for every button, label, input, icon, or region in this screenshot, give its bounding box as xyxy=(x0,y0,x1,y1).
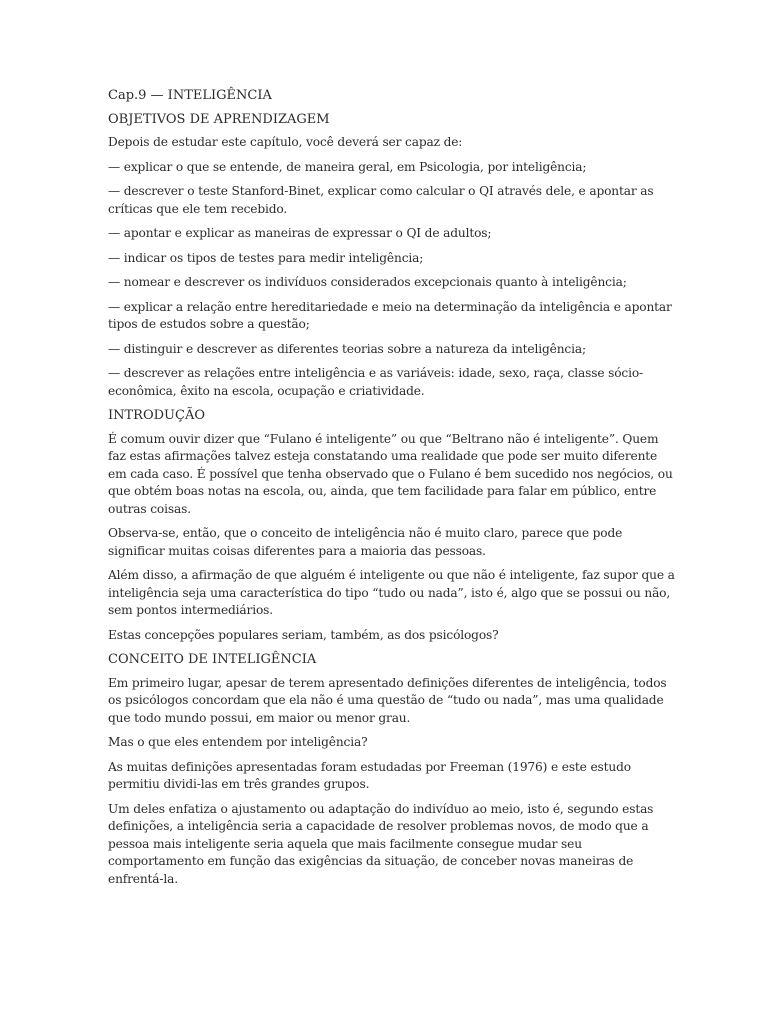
objective-item: — nomear e descrever os indivíduos considerados excepcionais quanto à inteligência; xyxy=(108,275,627,289)
concept-paragraph: Mas o que eles entendem por inteligência? xyxy=(108,735,368,749)
intro-paragraph: É comum ouvir dizer que “Fulano é inteligente” ou que “Beltrano não é inteligente”. Quem faz estas afirmações talvez esteja constatando uma realidade que pode ser muito diferente em cada caso. É possível que tenha observado que o Fulano é bem sucedido nos negócios, ou que obtém boas notas na escola, ou, ainda, que tem facilidade para falar em público, entre outras coisas. xyxy=(108,431,673,516)
intro-heading: INTRODUÇÃO xyxy=(108,408,205,423)
objective-item: — explicar o que se entende, de maneira geral, em Psicologia, por inteligência; xyxy=(108,159,587,174)
intro-paragraph: Além disso, a afirmação de que alguém é inteligente ou que não é inteligente, faz supor que a inteligência seja uma característica do tipo “tudo ou nada”, isto é, algo que se possui ou não, sem pontos intermediários. xyxy=(108,568,675,617)
objective-item: — distinguir e descrever as diferentes teorias sobre a natureza da inteligência; xyxy=(108,341,586,356)
concept-paragraph: Em primeiro lugar, apesar de terem apresentado definições diferentes de inteligência, todos os psicólogos concordam que ela não é uma questão de “tudo ou nada”, mas uma qualidade que todo mundo possui, em maior ou menor grau. xyxy=(108,675,667,725)
intro-paragraph: Estas concepções populares seriam, também, as dos psicólogos? xyxy=(108,627,499,642)
objective-item: — descrever o teste Stanford-Binet, explicar como calcular o QI através dele, e apontar as críticas que ele tem recebido. xyxy=(108,184,654,216)
concept-heading: CONCEITO DE INTELIGÊNCIA xyxy=(108,652,317,667)
concept-paragraph: Um deles enfatiza o ajustamento ou adaptação do indivíduo ao meio, isto é, segundo estas definições, a inteligência seria a capacidade de resolver problemas novos, de modo que a pessoa mais inteligente seria aquela que mais facilmente consegue mudar seu comportamento em função das exigências da situação, de conceber novas maneiras de enfrentá-la. xyxy=(108,801,654,886)
objective-item: — apontar e explicar as maneiras de expressar o QI de adultos; xyxy=(108,226,492,240)
objective-item: — explicar a relação entre hereditariedade e meio na determinação da inteligência e apontar tipos de estudos sobre a questão; xyxy=(108,299,672,331)
chapter-title: Cap.9 — INTELIGÊNCIA xyxy=(108,88,272,103)
intro-paragraph: Observa-se, então, que o conceito de inteligência não é muito claro, parece que pode significar muitas coisas diferentes para a maioria das pessoas. xyxy=(108,526,623,558)
objectives-intro: Depois de estudar este capítulo, você deverá ser capaz de: xyxy=(108,135,463,149)
objective-item: — descrever as relações entre inteligência e as variáveis: idade, sexo, raça, classe sócio-econômica, êxito na escola, ocupação e criatividade. xyxy=(108,366,643,398)
objective-item: — indicar os tipos de testes para medir inteligência; xyxy=(108,250,424,265)
objectives-heading: OBJETIVOS DE APRENDIZAGEM xyxy=(108,111,330,127)
concept-paragraph: As muitas definições apresentadas foram estudadas por Freeman (1976) e este estudo permitiu dividi-las em três grandes grupos. xyxy=(108,759,631,791)
document-page xyxy=(108,87,678,895)
